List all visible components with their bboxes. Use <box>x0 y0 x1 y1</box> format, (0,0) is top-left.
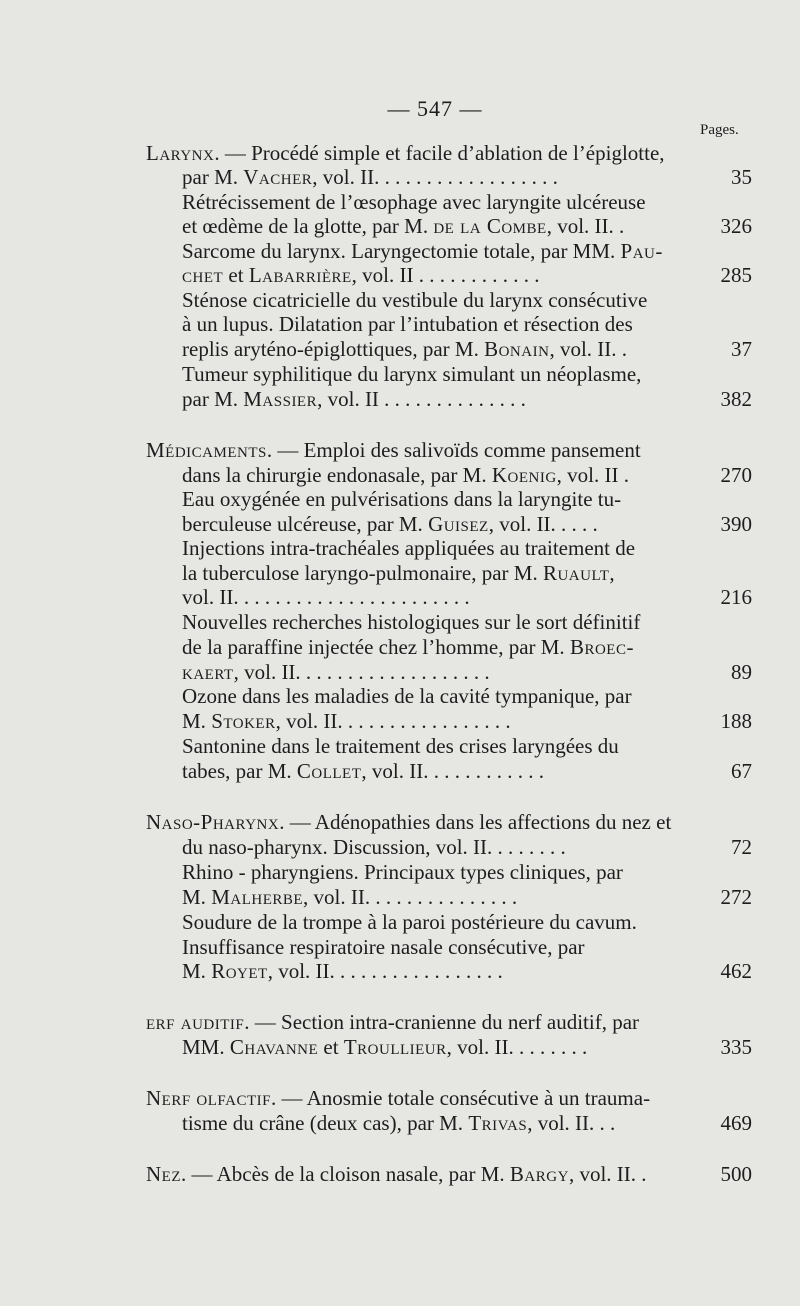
entry-text-segment: . — Emploi des salivoïds comme pansement <box>266 438 641 462</box>
index-entry-line <box>0 1108 800 1138</box>
entry-text-segment: , vol. II. . . . . . . . . . . . <box>361 759 544 783</box>
page-reference: 35 <box>731 165 752 189</box>
author-name: Stoker <box>211 709 276 733</box>
page-reference: 72 <box>731 835 752 859</box>
entry-text-segment: , vol. II. . . . . . . . . . . . . . . . . . . <box>233 660 490 684</box>
author-name: Pau- <box>620 239 663 263</box>
author-name: Labarrière <box>248 263 352 287</box>
author-name: Larynx <box>146 141 215 165</box>
entry-text-segment: Sténose cicatricielle du vestibule du larynx consécutive <box>182 288 648 312</box>
author-name: Koenig <box>491 463 557 487</box>
entry-text-segment: , vol. II. . . . . . . . <box>446 1035 588 1059</box>
entry-text-segment: Rétrécissement de l’œsophage avec laryngite ulcéreuse <box>182 190 646 214</box>
author-name: Bonain <box>484 337 550 361</box>
entry-text <box>182 956 503 986</box>
page-number: — 547 — <box>387 96 483 121</box>
entry-text-segment: M. <box>182 709 212 733</box>
entry-text-segment: par M. <box>182 387 244 411</box>
author-name: Malherbe <box>211 885 304 909</box>
page-reference: 37 <box>731 337 752 361</box>
index-entry-line <box>0 1032 800 1062</box>
entry-text-segment: , vol. II. . . <box>527 1111 616 1135</box>
author-name: Naso-Pharynx <box>146 810 280 834</box>
author-name: de la Combe <box>433 214 547 238</box>
author-name: Troullieur <box>343 1035 447 1059</box>
author-name: Guisez <box>428 512 489 536</box>
entry-text-segment: vol. II. . . . . . . . . . . . . . . . . . . . . . . <box>182 585 470 609</box>
author-name: Ruault <box>542 561 610 585</box>
page-reference: 462 <box>720 959 752 983</box>
entry-text-segment: . — Adénopathies dans les affections du nez et <box>279 810 672 834</box>
page-reference: 216 <box>720 585 752 609</box>
entry-text-segment: , vol. II . . . . . . . . . . . . . . <box>317 387 526 411</box>
entry-text-segment: , vol. II. . <box>568 1162 647 1186</box>
author-name: Nez <box>146 1162 181 1186</box>
entry-text <box>182 756 544 786</box>
entry-text-segment: dans la chirurgie endonasale, par M. <box>182 463 492 487</box>
author-name: Bargy <box>509 1162 569 1186</box>
entry-text-segment: Soudure de la trompe à la paroi postérieure du cavum. <box>182 910 637 934</box>
pages-column-label: Pages. <box>700 122 739 138</box>
author-name: Chavanne <box>229 1035 319 1059</box>
author-name: Médicaments <box>146 438 267 462</box>
entry-text-segment: , vol. II. . . . . . . . . . . . . . . . . <box>275 709 511 733</box>
author-name: Broec- <box>569 635 634 659</box>
entry-text-segment: , vol. II . <box>556 463 629 487</box>
entry-text-segment: , vol. II. . <box>549 337 628 361</box>
page-reference: 272 <box>720 885 752 909</box>
index-entry-line <box>0 756 800 786</box>
author-name: Royet <box>211 959 268 983</box>
entry-text-segment: , vol. II. . <box>546 214 625 238</box>
page-reference: 382 <box>720 387 752 411</box>
entry-text-segment: Ozone dans les maladies de la cavité tympanique, par <box>182 684 632 708</box>
entry-text-segment: à un lupus. Dilatation par l’intubation et résection des <box>182 312 633 336</box>
entry-text-segment: Rhino - pharyngiens. Principaux types cliniques, par <box>182 860 623 884</box>
entry-text-segment: . — Abcès de la cloison nasale, par M. <box>181 1162 510 1186</box>
entry-text-segment: . — Section intra-cranienne du nerf auditif, par <box>244 1010 640 1034</box>
entry-text-segment: M. <box>182 959 212 983</box>
page-reference: 390 <box>720 512 752 536</box>
entry-text-segment: , <box>609 561 615 585</box>
page-reference: 285 <box>720 263 752 287</box>
author-name: chet <box>182 263 224 287</box>
entry-text-segment: et œdème de la glotte, par M. <box>182 214 434 238</box>
entry-text-segment: et <box>318 1035 344 1059</box>
entry-text-segment: tabes, par M. <box>182 759 297 783</box>
entry-text-segment: Injections intra-trachéales appliquées au traitement de <box>182 536 636 560</box>
entry-text-segment: tisme du crâne (deux cas), par M. <box>182 1111 469 1135</box>
entry-text-segment: . — Anosmie totale consécutive à un trauma- <box>271 1086 651 1110</box>
author-name: Trivas <box>468 1111 528 1135</box>
entry-text-segment: Insuffisance respiratoire nasale consécutive, par <box>182 935 585 959</box>
entry-text-segment: la tuberculose laryngo-pulmonaire, par M. <box>182 561 543 585</box>
author-name: Massier <box>243 387 318 411</box>
author-name: Vacher <box>243 165 313 189</box>
entry-text-segment: Nouvelles recherches histologiques sur le sort définitif <box>182 610 641 634</box>
index-entry-line <box>0 956 800 986</box>
page-reference: 469 <box>720 1111 752 1135</box>
author-name: Nerf olfactif <box>146 1086 271 1110</box>
entry-text-segment: Sarcome du larynx. Laryngectomie totale, par MM. <box>182 239 621 263</box>
entry-text-segment: du naso-pharynx. Discussion, vol. II. . . . . . . . <box>182 835 566 859</box>
entry-text-segment: de la paraffine injectée chez l’homme, par M. <box>182 635 570 659</box>
entry-text-segment: et <box>223 263 249 287</box>
page-reference: 270 <box>720 463 752 487</box>
entry-text-segment: M. <box>182 885 212 909</box>
entry-text-segment: MM. <box>182 1035 230 1059</box>
entry-text <box>182 1108 615 1138</box>
entry-text-segment: par M. <box>182 165 244 189</box>
page-reference: 335 <box>720 1035 752 1059</box>
page-reference: 500 <box>720 1162 752 1186</box>
page-reference: 89 <box>731 660 752 684</box>
entry-text-segment: , vol. II. . . . . <box>488 512 598 536</box>
entry-text-segment: Eau oxygénée en pulvérisations dans la laryngite tu- <box>182 487 622 511</box>
entry-text-segment: , vol. II. . . . . . . . . . . . . . . . . <box>267 959 503 983</box>
entry-text-segment: , vol. II . . . . . . . . . . . . <box>351 263 540 287</box>
author-name: kaert <box>182 660 234 684</box>
entry-text <box>182 384 526 414</box>
author-name: erf auditif <box>146 1010 245 1034</box>
page-reference: 188 <box>720 709 752 733</box>
entry-text-segment: berculeuse ulcéreuse, par M. <box>182 512 429 536</box>
page-reference: 326 <box>720 214 752 238</box>
entry-text-segment: Santonine dans le traitement des crises laryngées du <box>182 734 619 758</box>
entry-text-segment: , vol. II. . . . . . . . . . . . . . . . . . <box>312 165 558 189</box>
author-name: Collet <box>296 759 362 783</box>
entry-text-segment: , vol. II. . . . . . . . . . . . . . . <box>303 885 518 909</box>
index-entry-line <box>0 384 800 414</box>
entry-text <box>182 1032 587 1062</box>
index-heading-line <box>0 1159 800 1189</box>
entry-text <box>146 1159 647 1189</box>
page-reference: 67 <box>731 759 752 783</box>
entry-text-segment: Tumeur syphilitique du larynx simulant un néoplasme, <box>182 362 642 386</box>
entry-text-segment: replis aryténo-épiglottiques, par M. <box>182 337 485 361</box>
entry-text-segment: . — Procédé simple et facile d’ablation de l’épiglotte, <box>214 141 665 165</box>
